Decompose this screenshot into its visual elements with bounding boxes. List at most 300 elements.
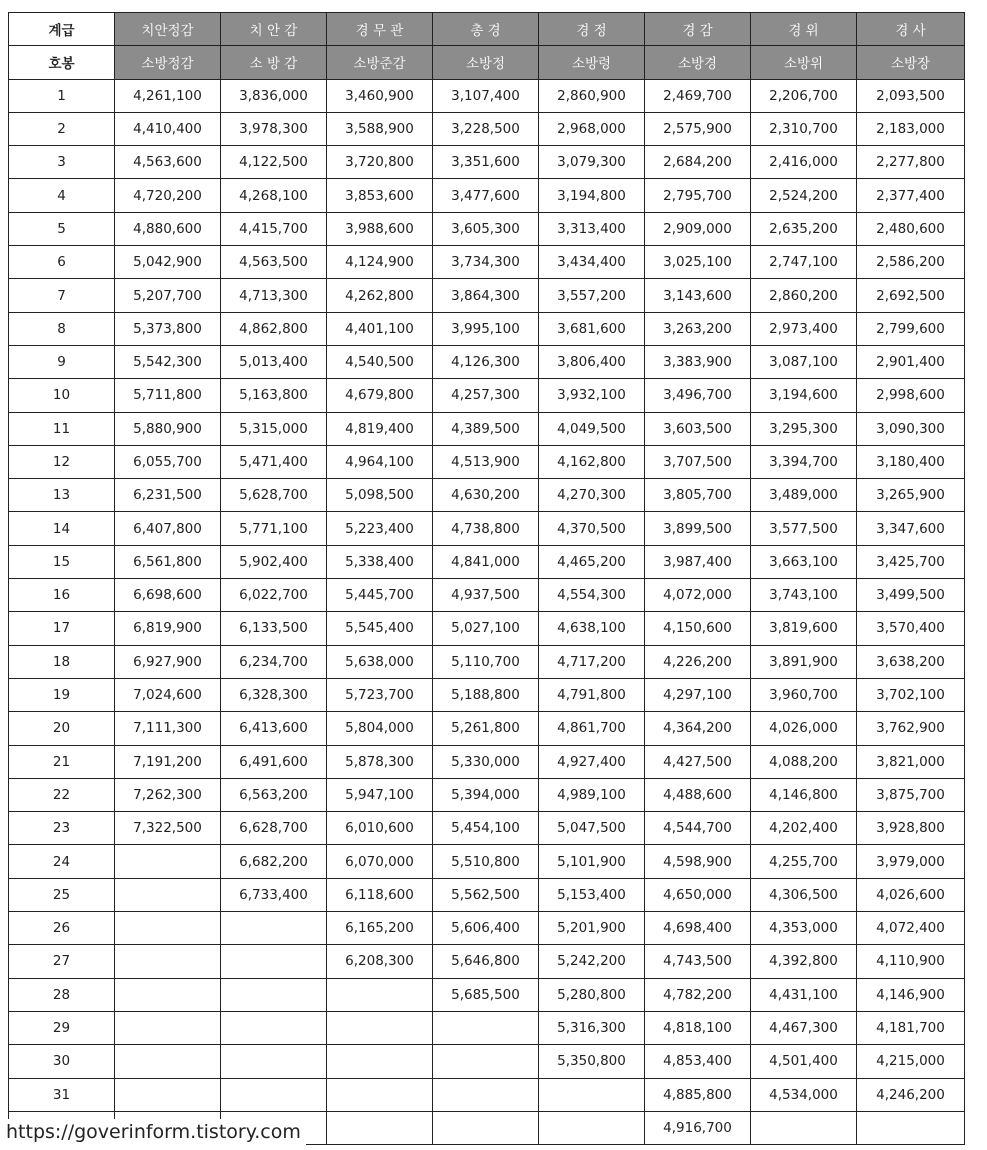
step-cell: 6 [9,246,115,279]
salary-cell: 4,916,700 [645,1111,751,1144]
table-row [9,579,965,612]
table-row [9,379,965,412]
salary-cell [115,1011,221,1044]
salary-cell: 4,791,800 [539,678,645,711]
salary-cell: 5,242,200 [539,945,645,978]
salary-cell: 2,901,400 [857,345,965,378]
salary-cell: 4,782,200 [645,978,751,1011]
salary-cell: 3,577,500 [751,512,857,545]
rank-label: 계급 [9,13,115,46]
salary-cell: 4,026,600 [857,878,965,911]
step-cell: 27 [9,945,115,978]
salary-cell: 3,087,100 [751,345,857,378]
salary-cell: 6,328,300 [221,678,327,711]
salary-cell: 5,471,400 [221,445,327,478]
salary-cell: 4,880,600 [115,212,221,245]
police-rank-header: 치안정감 [115,13,221,46]
salary-cell: 5,330,000 [433,745,539,778]
salary-cell: 4,122,500 [221,146,327,179]
salary-cell: 4,270,300 [539,479,645,512]
salary-cell: 5,350,800 [539,1045,645,1078]
salary-cell: 4,713,300 [221,279,327,312]
step-cell: 16 [9,579,115,612]
salary-cell: 4,215,000 [857,1045,965,1078]
step-cell: 23 [9,812,115,845]
salary-cell [433,1078,539,1111]
salary-cell: 3,743,100 [751,579,857,612]
salary-cell [327,1045,433,1078]
step-cell: 4 [9,179,115,212]
salary-cell: 5,445,700 [327,579,433,612]
salary-cell: 3,107,400 [433,79,539,112]
salary-cell: 4,738,800 [433,512,539,545]
salary-cell: 3,819,600 [751,612,857,645]
salary-cell: 5,316,300 [539,1011,645,1044]
salary-cell: 4,126,300 [433,345,539,378]
salary-cell: 3,351,600 [433,146,539,179]
table-row [9,445,965,478]
step-cell: 1 [9,79,115,112]
salary-cell: 2,480,600 [857,212,965,245]
salary-cell: 5,153,400 [539,878,645,911]
salary-cell: 2,575,900 [645,112,751,145]
salary-cell [221,945,327,978]
salary-cell: 3,806,400 [539,345,645,378]
table-row [9,179,965,212]
salary-cell: 3,960,700 [751,678,857,711]
salary-cell: 7,024,600 [115,678,221,711]
salary-cell: 2,684,200 [645,146,751,179]
fire-rank-header: 소방경 [645,46,751,79]
salary-cell: 4,088,200 [751,745,857,778]
salary-cell [115,945,221,978]
salary-cell: 3,979,000 [857,845,965,878]
salary-cell [539,1111,645,1144]
salary-cell: 4,415,700 [221,212,327,245]
table-row [9,845,965,878]
salary-cell: 6,927,900 [115,645,221,678]
salary-cell: 5,880,900 [115,412,221,445]
salary-cell: 4,534,000 [751,1078,857,1111]
salary-cell: 2,183,000 [857,112,965,145]
salary-cell [115,878,221,911]
step-cell: 25 [9,878,115,911]
salary-cell: 3,734,300 [433,246,539,279]
salary-cell: 4,401,100 [327,312,433,345]
salary-cell: 2,968,000 [539,112,645,145]
step-cell: 19 [9,678,115,711]
salary-cell: 3,383,900 [645,345,751,378]
salary-cell: 4,743,500 [645,945,751,978]
salary-cell: 4,150,600 [645,612,751,645]
salary-cell: 3,707,500 [645,445,751,478]
salary-cell: 5,223,400 [327,512,433,545]
salary-cell: 2,747,100 [751,246,857,279]
salary-cell: 3,570,400 [857,612,965,645]
table-row [9,745,965,778]
table-row [9,678,965,711]
salary-cell: 6,070,000 [327,845,433,878]
police-rank-header: 총 경 [433,13,539,46]
step-cell: 17 [9,612,115,645]
table-row [9,945,965,978]
salary-cell: 4,146,800 [751,778,857,811]
salary-cell: 5,685,500 [433,978,539,1011]
step-cell: 31 [9,1078,115,1111]
salary-cell: 4,392,800 [751,945,857,978]
salary-cell: 4,862,800 [221,312,327,345]
salary-cell: 6,413,600 [221,712,327,745]
salary-cell: 5,804,000 [327,712,433,745]
salary-cell: 3,496,700 [645,379,751,412]
step-cell: 18 [9,645,115,678]
salary-cell: 2,860,200 [751,279,857,312]
fire-rank-header: 소방정감 [115,46,221,79]
salary-cell: 6,563,200 [221,778,327,811]
table-row [9,1045,965,1078]
salary-cell: 4,717,200 [539,645,645,678]
salary-cell: 5,510,800 [433,845,539,878]
salary-cell: 5,454,100 [433,812,539,845]
salary-cell: 4,072,000 [645,579,751,612]
step-cell: 10 [9,379,115,412]
salary-cell: 5,098,500 [327,479,433,512]
salary-cell: 4,927,400 [539,745,645,778]
salary-cell: 4,563,600 [115,146,221,179]
source-url-watermark: https://goverinform.tistory.com [4,1119,306,1145]
table-row [9,878,965,911]
table-row [9,712,965,745]
salary-cell: 6,231,500 [115,479,221,512]
salary-cell: 3,477,600 [433,179,539,212]
salary-cell: 6,118,600 [327,878,433,911]
salary-cell: 4,630,200 [433,479,539,512]
salary-cell [221,1045,327,1078]
salary-cell: 4,544,700 [645,812,751,845]
salary-cell: 3,194,800 [539,179,645,212]
salary-cell: 2,998,600 [857,379,965,412]
salary-cell: 5,545,400 [327,612,433,645]
table-row [9,645,965,678]
salary-cell [433,1111,539,1144]
salary-cell: 4,465,200 [539,545,645,578]
salary-cell: 4,297,100 [645,678,751,711]
salary-cell: 4,861,700 [539,712,645,745]
salary-cell [327,1111,433,1144]
salary-cell: 5,201,900 [539,912,645,945]
table-row [9,512,965,545]
salary-cell: 6,407,800 [115,512,221,545]
salary-cell: 5,047,500 [539,812,645,845]
salary-cell: 3,143,600 [645,279,751,312]
salary-cell: 3,079,300 [539,146,645,179]
step-cell: 21 [9,745,115,778]
table-row [9,412,965,445]
salary-cell [539,1078,645,1111]
step-cell: 22 [9,778,115,811]
salary-cell: 3,891,900 [751,645,857,678]
salary-cell: 3,987,400 [645,545,751,578]
salary-cell: 3,180,400 [857,445,965,478]
table-row [9,1078,965,1111]
salary-cell: 4,650,000 [645,878,751,911]
step-cell: 7 [9,279,115,312]
salary-cell [221,978,327,1011]
salary-cell: 6,010,600 [327,812,433,845]
step-cell: 29 [9,1011,115,1044]
salary-cell: 5,628,700 [221,479,327,512]
salary-cell: 3,928,800 [857,812,965,845]
salary-cell [221,912,327,945]
salary-cell: 6,819,900 [115,612,221,645]
salary-cell [115,1045,221,1078]
salary-cell: 2,799,600 [857,312,965,345]
salary-cell: 6,733,400 [221,878,327,911]
salary-cell: 2,692,500 [857,279,965,312]
table-row [9,1011,965,1044]
salary-cell: 3,228,500 [433,112,539,145]
salary-cell: 4,427,500 [645,745,751,778]
salary-cell [327,1011,433,1044]
step-cell: 24 [9,845,115,878]
salary-cell: 5,711,800 [115,379,221,412]
salary-cell: 3,313,400 [539,212,645,245]
salary-cell: 3,194,600 [751,379,857,412]
salary-cell: 2,524,200 [751,179,857,212]
salary-cell: 3,762,900 [857,712,965,745]
salary-cell: 3,663,100 [751,545,857,578]
salary-cell: 5,771,100 [221,512,327,545]
salary-cell: 5,207,700 [115,279,221,312]
step-cell: 11 [9,412,115,445]
salary-cell: 5,723,700 [327,678,433,711]
header-row-police-rank [9,13,965,46]
salary-cell: 4,467,300 [751,1011,857,1044]
salary-cell: 3,605,300 [433,212,539,245]
salary-cell: 4,049,500 [539,412,645,445]
salary-cell: 2,093,500 [857,79,965,112]
salary-cell: 7,322,500 [115,812,221,845]
table-row [9,479,965,512]
salary-cell: 3,489,000 [751,479,857,512]
table-row [9,345,965,378]
fire-rank-header: 소방령 [539,46,645,79]
table-row [9,545,965,578]
salary-cell: 5,110,700 [433,645,539,678]
salary-cell: 4,819,400 [327,412,433,445]
salary-cell: 3,460,900 [327,79,433,112]
salary-cell: 4,513,900 [433,445,539,478]
salary-cell: 4,885,800 [645,1078,751,1111]
salary-cell: 3,557,200 [539,279,645,312]
police-rank-header: 치 안 감 [221,13,327,46]
salary-cell: 3,875,700 [857,778,965,811]
salary-cell: 5,261,800 [433,712,539,745]
salary-cell: 3,295,300 [751,412,857,445]
salary-cell: 3,864,300 [433,279,539,312]
salary-cell: 7,262,300 [115,778,221,811]
salary-cell: 3,425,700 [857,545,965,578]
police-rank-header: 경 정 [539,13,645,46]
salary-cell: 2,206,700 [751,79,857,112]
fire-rank-header: 소방준감 [327,46,433,79]
salary-cell: 3,499,500 [857,579,965,612]
table-row [9,978,965,1011]
salary-cell: 4,353,000 [751,912,857,945]
salary-cell: 4,306,500 [751,878,857,911]
salary-cell: 4,964,100 [327,445,433,478]
fire-rank-header: 소 방 감 [221,46,327,79]
salary-cell: 5,878,300 [327,745,433,778]
salary-cell: 3,720,800 [327,146,433,179]
salary-cell: 6,561,800 [115,545,221,578]
salary-cell: 3,821,000 [857,745,965,778]
table-row [9,112,965,145]
salary-cell: 4,431,100 [751,978,857,1011]
salary-cell: 6,165,200 [327,912,433,945]
salary-cell: 5,315,000 [221,412,327,445]
salary-cell: 4,989,100 [539,778,645,811]
salary-cell [857,1111,965,1144]
salary-cell: 3,603,500 [645,412,751,445]
salary-cell: 3,638,200 [857,645,965,678]
table-row [9,612,965,645]
salary-cell: 3,932,100 [539,379,645,412]
step-cell: 9 [9,345,115,378]
salary-cell: 6,133,500 [221,612,327,645]
salary-cell: 3,836,000 [221,79,327,112]
salary-cell: 2,377,400 [857,179,965,212]
salary-cell: 2,795,700 [645,179,751,212]
salary-cell: 3,434,400 [539,246,645,279]
salary-cell: 2,310,700 [751,112,857,145]
salary-cell: 4,110,900 [857,945,965,978]
salary-cell: 6,682,200 [221,845,327,878]
step-label: 호봉 [9,46,115,79]
salary-cell: 5,280,800 [539,978,645,1011]
salary-cell: 7,191,200 [115,745,221,778]
salary-cell: 4,246,200 [857,1078,965,1111]
table-row [9,246,965,279]
salary-cell [115,912,221,945]
salary-cell: 5,394,000 [433,778,539,811]
salary-cell: 3,978,300 [221,112,327,145]
table-row [9,312,965,345]
salary-cell: 4,818,100 [645,1011,751,1044]
salary-cell: 3,347,600 [857,512,965,545]
step-cell: 2 [9,112,115,145]
salary-cell: 4,598,900 [645,845,751,878]
salary-cell: 4,563,500 [221,246,327,279]
step-cell: 26 [9,912,115,945]
salary-cell: 2,860,900 [539,79,645,112]
salary-cell [751,1111,857,1144]
salary-cell: 2,586,200 [857,246,965,279]
salary-cell [433,1045,539,1078]
salary-cell: 5,562,500 [433,878,539,911]
salary-cell [327,1078,433,1111]
step-cell: 28 [9,978,115,1011]
police-rank-header: 경 무 관 [327,13,433,46]
salary-cell: 7,111,300 [115,712,221,745]
salary-cell: 4,262,800 [327,279,433,312]
salary-cell: 3,899,500 [645,512,751,545]
header-row-fire-rank [9,46,965,79]
step-cell: 14 [9,512,115,545]
step-cell: 5 [9,212,115,245]
salary-cell: 4,370,500 [539,512,645,545]
salary-cell: 6,208,300 [327,945,433,978]
step-cell: 30 [9,1045,115,1078]
salary-cell [115,845,221,878]
salary-cell: 6,234,700 [221,645,327,678]
step-cell: 20 [9,712,115,745]
salary-cell: 4,026,000 [751,712,857,745]
salary-cell: 4,841,000 [433,545,539,578]
fire-rank-header: 소방위 [751,46,857,79]
salary-cell: 2,973,400 [751,312,857,345]
pay-scale-table [8,12,965,1145]
table-body [9,13,965,1145]
salary-cell: 2,469,700 [645,79,751,112]
salary-cell: 6,055,700 [115,445,221,478]
salary-cell: 3,394,700 [751,445,857,478]
salary-cell: 3,265,900 [857,479,965,512]
salary-cell: 3,995,100 [433,312,539,345]
salary-cell: 2,277,800 [857,146,965,179]
salary-cell: 5,646,800 [433,945,539,978]
salary-cell: 4,226,200 [645,645,751,678]
salary-cell: 4,720,200 [115,179,221,212]
fire-rank-header: 소방정 [433,46,539,79]
salary-cell: 4,389,500 [433,412,539,445]
table-row [9,212,965,245]
salary-cell: 5,163,800 [221,379,327,412]
salary-cell: 5,042,900 [115,246,221,279]
salary-cell: 4,124,900 [327,246,433,279]
salary-cell [115,978,221,1011]
salary-cell: 5,338,400 [327,545,433,578]
table-row [9,146,965,179]
salary-cell [221,1011,327,1044]
salary-cell: 4,072,400 [857,912,965,945]
salary-cell: 5,902,400 [221,545,327,578]
salary-cell: 5,638,000 [327,645,433,678]
salary-cell: 4,364,200 [645,712,751,745]
step-cell: 8 [9,312,115,345]
salary-cell: 4,501,400 [751,1045,857,1078]
police-rank-header: 경 사 [857,13,965,46]
table-row [9,912,965,945]
salary-cell: 3,853,600 [327,179,433,212]
salary-cell: 5,101,900 [539,845,645,878]
fire-rank-header: 소방장 [857,46,965,79]
salary-cell: 2,635,200 [751,212,857,245]
salary-cell: 5,542,300 [115,345,221,378]
salary-cell: 5,013,400 [221,345,327,378]
salary-cell: 2,416,000 [751,146,857,179]
salary-cell: 4,202,400 [751,812,857,845]
salary-cell: 3,681,600 [539,312,645,345]
salary-cell: 6,698,600 [115,579,221,612]
salary-cell [327,978,433,1011]
salary-cell: 2,909,000 [645,212,751,245]
salary-cell: 4,554,300 [539,579,645,612]
salary-cell: 4,261,100 [115,79,221,112]
salary-cell: 3,025,100 [645,246,751,279]
salary-cell: 4,255,700 [751,845,857,878]
salary-cell: 4,181,700 [857,1011,965,1044]
